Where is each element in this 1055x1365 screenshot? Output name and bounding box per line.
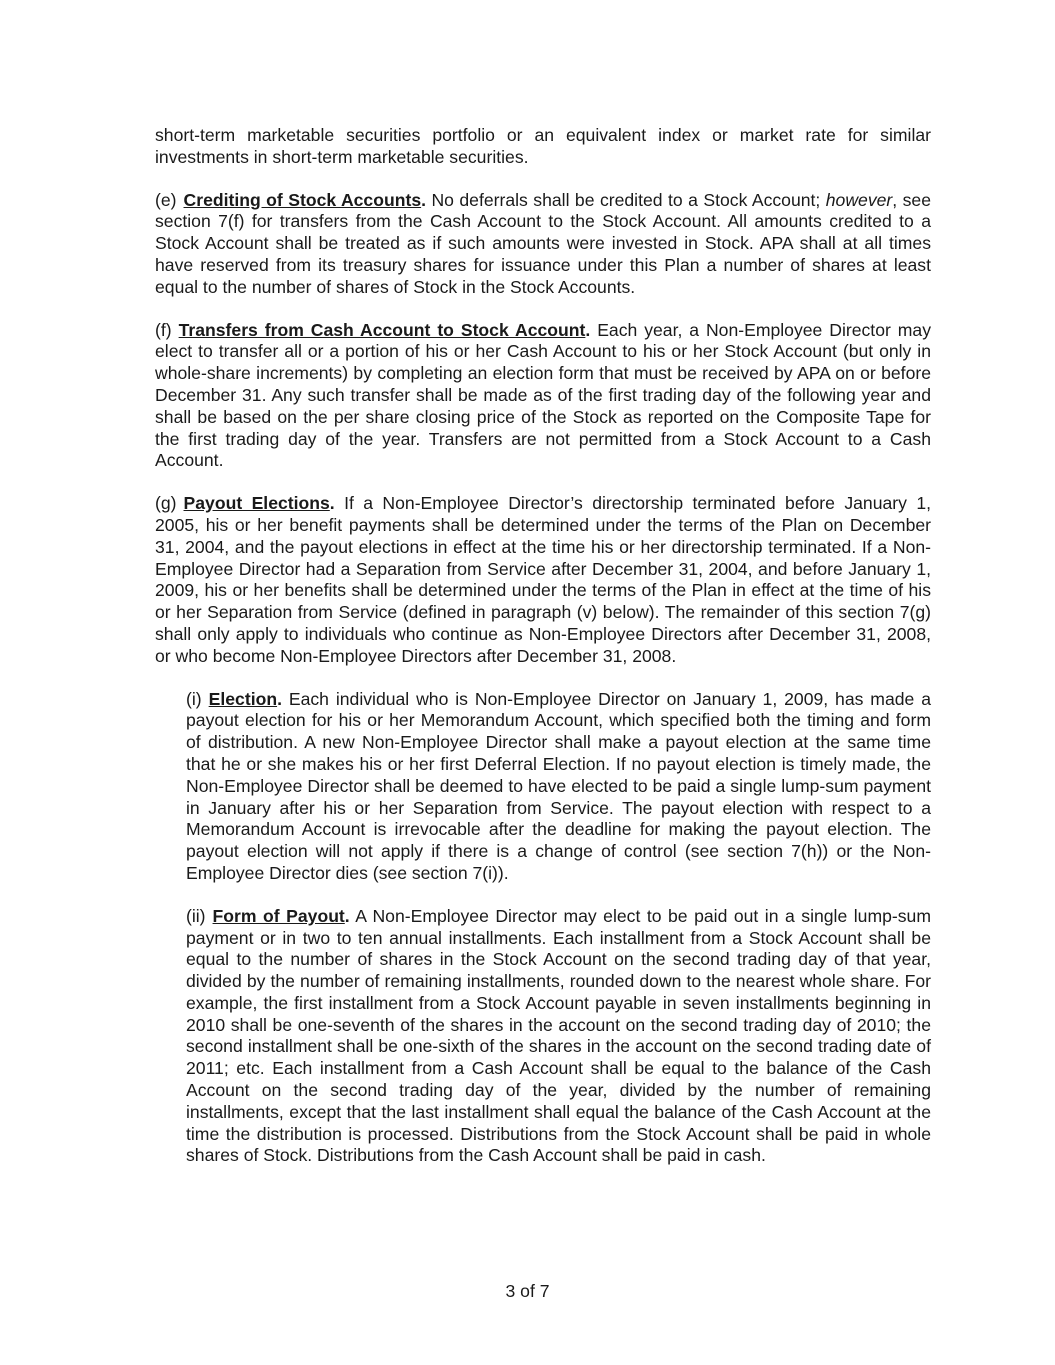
page-number: 3 of 7: [505, 1281, 550, 1301]
section-e-heading: Crediting of Stock Accounts: [183, 189, 422, 210]
intro-paragraph: [155, 125, 931, 169]
section-g-i-heading-punct: .: [277, 688, 282, 709]
intro-text: short-term marketable securities portfolio or an equivalent index or market rate for similar investments in short-term marketable securities.: [155, 125, 931, 167]
document-page: [155, 125, 931, 1188]
page-footer: [0, 1281, 1055, 1302]
section-g-ii-number: (ii): [186, 905, 206, 926]
section-g-ii-heading-punct: .: [344, 905, 350, 926]
section-g-heading-punct: .: [329, 493, 335, 514]
section-e-heading-punct: .: [421, 189, 426, 210]
section-g-i-paragraph: [186, 689, 931, 885]
section-g-ii-paragraph: [186, 906, 931, 1168]
section-g-i-heading: Election: [208, 688, 278, 709]
section-f-heading-punct: .: [585, 319, 591, 340]
section-g-i-number: (i): [186, 688, 202, 709]
section-e-number: (e): [155, 189, 177, 210]
section-g-ii-text: A Non-Employee Director may elect to be paid out in a single lump-sum payment or in two to ten annual installments. Each installment from a Stock Account shall be equal to the number of shares in the Stock Account on the second trading day of that year, divided by the number of remaining installments, rounded down to the nearest whole share. For example, the first installment from a Stock Account payable in seven installments beginning in 2010 shall be one-seventh of the shares in the account on the second trading day of 2010; the second installment shall be one-sixth of the shares in the account on the second trading date of 2011; etc. Each installment from a Cash Account shall be equal to the balance of the Cash Account on the second trading day of the year, divided by the number of remaining installments, except that the last installment shall equal the balance of the Cash Account at the time the distribution is processed. Distributions from the Stock Account shall be paid in whole shares of Stock. Distributions from the Cash Account shall be paid in cash.: [186, 905, 931, 1166]
section-f-number: (f): [155, 319, 172, 340]
section-e-paragraph: [155, 190, 931, 299]
section-g-number: (g): [155, 493, 177, 514]
section-g-i-text: Each individual who is Non-Employee Director on January 1, 2009, has made a payout election for his or her Memorandum Account, which specified both the timing and form of distribution. A new Non-Employee Director shall make a payout election at the same time that he or she makes his or her first Deferral Election. If no payout election is timely made, the Non-Employee Director shall be deemed to have elected to be paid a single lump-sum payment in January after his or her Separation from Service. The payout election with respect to a Memorandum Account is irrevocable after the deadline for making the payout election. The payout election will not apply if there is a change of control (see section 7(h)) or the Non-Employee Director dies (see section 7(i)).: [186, 688, 931, 883]
section-g-ii-heading: Form of Payout: [212, 905, 345, 926]
section-e-text-before: No deferrals shall be credited to a Stock Account;: [426, 189, 826, 210]
section-g-heading: Payout Elections: [183, 493, 330, 514]
section-f-heading: Transfers from Cash Account to Stock Account: [178, 319, 586, 340]
section-e-emphasis: however: [825, 189, 893, 210]
section-f-paragraph: [155, 320, 931, 473]
section-f-text: Each year, a Non-Employee Director may elect to transfer all or a portion of his or her Cash Account to his or her Stock Account (but only in whole-share increments) by completing an election form that must be received by APA on or before December 31. Any such transfer shall be made as of the first trading day of the following year and shall be based on the per share closing price of the Stock as reported on the Composite Tape for the first trading day of the year. Transfers are not permitted from a Stock Account to a Cash Account.: [155, 319, 931, 471]
section-g-paragraph: [155, 493, 931, 667]
section-g-text: If a Non-Employee Director’s directorship terminated before January 1, 2005, his or her benefit payments shall be determined under the terms of the Plan on December 31, 2004, and the payout elections in effect at the time his or her directorship terminated. If a Non-Employee Director had a Separation from Service after December 31, 2004, and before January 1, 2009, his or her benefits shall be determined under the terms of the Plan in effect at the time of his or her Separation from Service (defined in paragraph (v) below). The remainder of this section 7(g) shall only apply to individuals who continue as Non-Employee Directors after December 31, 2008, or who become Non-Employee Directors after December 31, 2008.: [155, 493, 931, 666]
section-e-text-after: , see section 7(f) for transfers from the Cash Account to the Stock Account. All amounts credited to a Stock Account shall be treated as if such amounts were invested in Stock. APA shall at all times have reserved from its treasury shares for issuance under this Plan a number of shares at least equal to the number of shares of Stock in the Stock Accounts.: [155, 189, 931, 297]
